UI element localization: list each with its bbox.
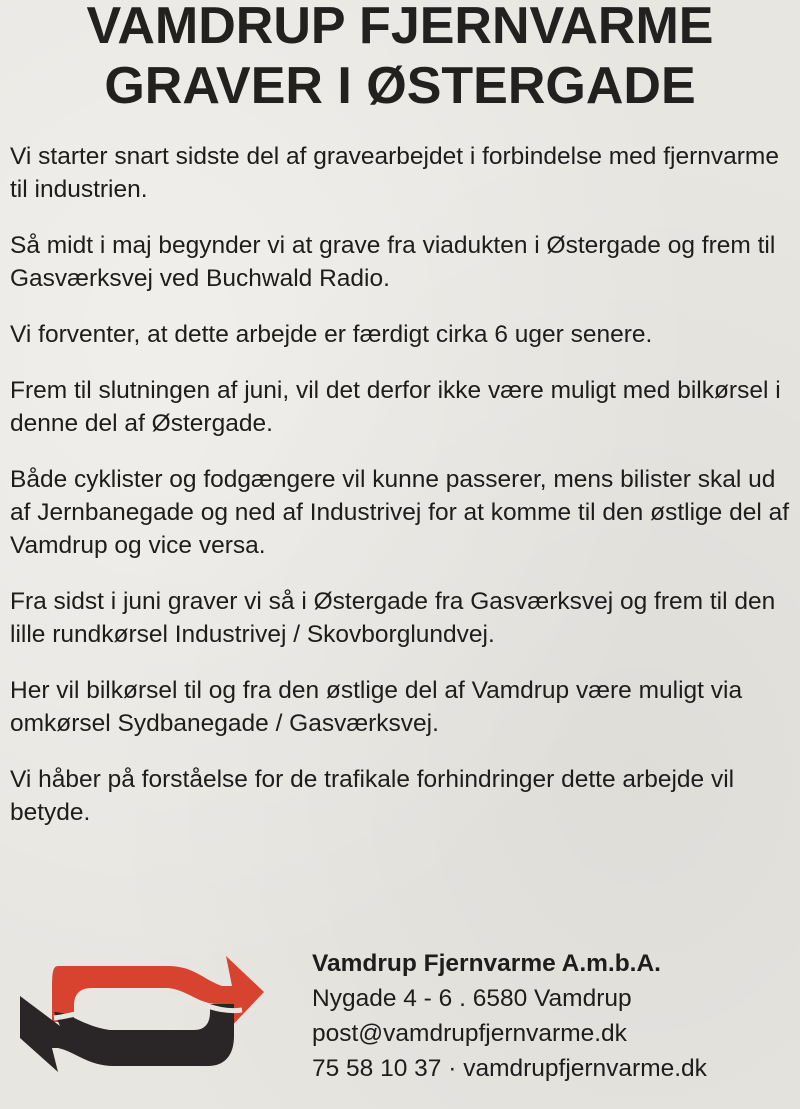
headline-line-1: VAMDRUP FJERNVARME: [86, 0, 714, 55]
paragraph: Vi håber på forståelse for de trafikale forhindringer dette arbejde vil betyde.: [10, 766, 735, 826]
paragraph: Vi starter snart sidste del af gravearbejdet i forbindelse med fjernvarme til industrien.: [10, 143, 779, 203]
headline: [0, 0, 800, 116]
paragraph: Fra sidst i juni graver vi så i Østergade fra Gasværksvej og frem til den lille rundkørsel Industrivej / Skovborglundvej.: [10, 588, 776, 648]
paragraph: Vi forventer, at dette arbejde er færdigt cirka 6 uger senere.: [10, 321, 653, 348]
email: post@vamdrupfjernvarme.dk: [312, 1020, 627, 1047]
phone-and-website: 75 58 10 37 · vamdrupfjernvarme.dk: [312, 1055, 707, 1082]
contact-block: [312, 946, 792, 1086]
article-body: [10, 140, 790, 852]
paragraph: Frem til slutningen af juni, vil det derfor ikke være muligt med bilkørsel i denne del af Østergade.: [10, 377, 781, 437]
paragraph: Så midt i maj begynder vi at grave fra viadukten i Østergade og frem til Gasværksvej ved Buchwald Radio.: [10, 232, 776, 292]
paragraph: Både cyklister og fodgængere vil kunne passerer, mens bilister skal ud af Jernbanegade og ned af Industrivej for at komme til den østlige del af Vamdrup og vice versa.: [10, 466, 790, 559]
address: Nygade 4 - 6 . 6580 Vamdrup: [312, 985, 632, 1012]
paragraph: Her vil bilkørsel til og fra den østlige del af Vamdrup være muligt via omkørsel Sydbanegade / Gasværksvej.: [10, 677, 743, 737]
company-name: Vamdrup Fjernvarme A.m.b.A.: [312, 950, 661, 977]
vamdrup-fjernvarme-logo-icon: [18, 952, 266, 1074]
headline-line-2: GRAVER I ØSTERGADE: [104, 57, 696, 115]
